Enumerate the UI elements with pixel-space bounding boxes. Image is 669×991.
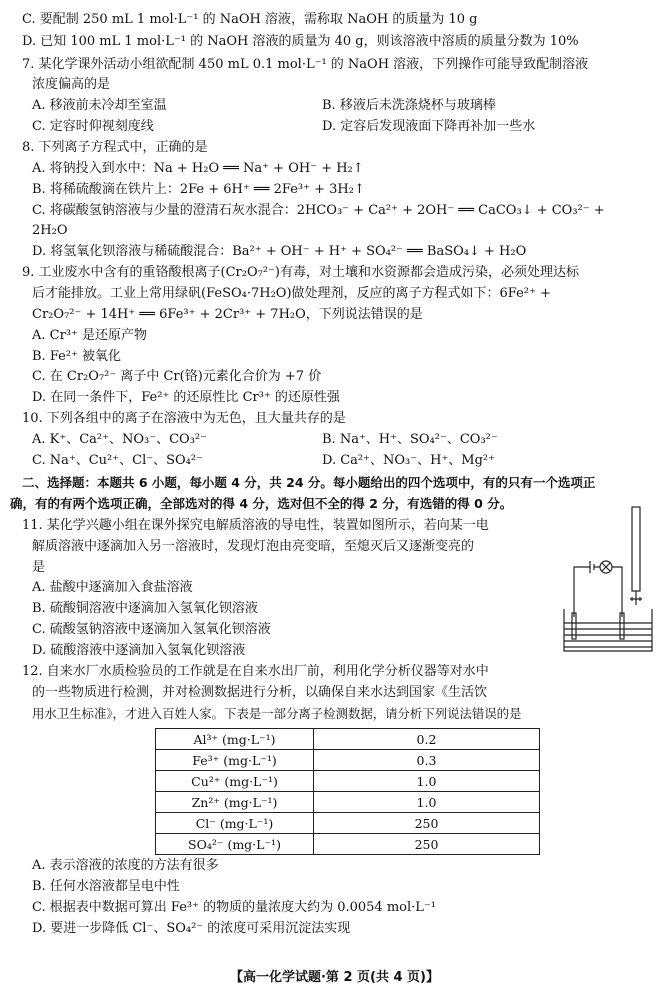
- q9-option-a: A. Cr³⁺ 是还原产物: [32, 328, 148, 343]
- q7-option-c: C. 定容时仰视刻度线: [32, 119, 154, 134]
- q12-option-a: A. 表示溶液的浓度的方法有很多: [32, 858, 219, 873]
- conductivity-apparatus-diagram: [560, 505, 660, 655]
- q11-option-d: D. 硫酸溶液中逐滴加入氢氧化钡溶液: [32, 643, 246, 658]
- section-2-heading-cont: 确，有的有两个选项正确，全部选对的得 4 分，选对但不全的得 2 分，有选错的得 0 分。: [10, 496, 513, 511]
- table-row: Zn²⁺ (mg·L⁻¹) 1.0: [156, 792, 540, 813]
- q7-option-b: B. 移液后未洗涤烧杯与玻璃棒: [322, 98, 496, 113]
- q7-option-a: A. 移液前未冷却至室温: [32, 98, 167, 113]
- table-row: Cl⁻ (mg·L⁻¹) 250: [156, 813, 540, 834]
- q11-option-c: C. 硫酸氢钠溶液中逐滴加入氢氧化钡溶液: [32, 622, 271, 637]
- q10-option-c: C. Na⁺、Cu²⁺、Cl⁻、SO₄²⁻: [32, 453, 203, 468]
- q9-option-c: C. 在 Cr₂O₇²⁻ 离子中 Cr(铬)元素化合价为 +7 价: [32, 369, 322, 384]
- q12-stem-cont: 的一些物质进行检测，并对检测数据进行分析，以确保自来水达到国家《生活饮: [32, 685, 488, 700]
- q11-option-b: B. 硫酸铜溶液中逐滴加入氢氧化钡溶液: [32, 601, 258, 616]
- ion-data-table: [155, 728, 540, 855]
- table-row: Al³⁺ (mg·L⁻¹) 0.2: [156, 729, 540, 750]
- q9-stem-cont: 后才能排放。工业上常用绿矾(FeSO₄·7H₂O)做处理剂，反应的离子方程式如下：6Fe²⁺ +: [32, 286, 551, 301]
- q12-option-c: C. 根据表中数据可算出 Fe³⁺ 的物质的量浓度大约为 0.0054 mol·L⁻¹: [32, 900, 436, 915]
- q12-stem-cont2: 用水卫生标准》，才进入百姓人家。下表是一部分离子检测数据，请分析下列说法错误的是: [32, 706, 522, 721]
- q10-option-a: A. K⁺、Ca²⁺、NO₃⁻、CO₃²⁻: [32, 432, 207, 447]
- q10-option-b: B. Na⁺、H⁺、SO₄²⁻、CO₃²⁻: [322, 432, 498, 447]
- q12-option-b: B. 任何水溶液都呈电中性: [32, 879, 180, 894]
- page-footer: 【高一化学试题·第 2 页(共 4 页)】: [229, 970, 440, 985]
- q8-option-a: A. 将钠投入到水中：Na + H₂O ══ Na⁺ + OH⁻ + H₂↑: [32, 161, 364, 176]
- beaker-icon: [564, 609, 652, 651]
- q8-option-c: C. 将碳酸氢钠溶液与少量的澄清石灰水混合：2HCO₃⁻ + Ca²⁺ + 2OH⁻ ══ CaCO₃↓ + CO₃²⁻ +: [32, 203, 605, 218]
- q9-option-b: B. Fe²⁺ 被氧化: [32, 349, 122, 364]
- q12-stem: 12. 自来水厂水质检验员的工作就是在自来水出厂前，利用化学分析仪器等对水中: [22, 664, 489, 679]
- table-row: Fe³⁺ (mg·L⁻¹) 0.3: [156, 750, 540, 771]
- q9-stem: 9. 工业废水中含有的重铬酸根离子(Cr₂O₇²⁻)有毒，对土壤和水资源都会造成污染，必须处理达标: [22, 265, 579, 280]
- q10-option-d: D. Ca²⁺、NO₃⁻、H⁺、Mg²⁺: [322, 453, 496, 468]
- q9-stem-cont2: Cr₂O₇²⁻ + 14H⁺ ══ 6Fe³⁺ + 2Cr³⁺ + 7H₂O，下列说法错误的是: [32, 307, 423, 322]
- q11-stem-cont: 解质溶液中逐滴加入另一溶液时，发现灯泡由亮变暗，至熄灭后又逐渐变亮的: [32, 539, 475, 554]
- q11-stem: 11. 某化学兴趣小组在课外探究电解质溶液的导电性，装置如图所示，若向某一电: [22, 518, 489, 533]
- q7-stem: 7. 某化学课外活动小组欲配制 450 mL 0.1 mol·L⁻¹ 的 NaOH 溶液，下列操作可能导致配制溶液: [22, 57, 589, 72]
- q7-stem-cont: 浓度偏高的是: [32, 77, 111, 92]
- q8-option-b: B. 将稀硫酸滴在铁片上：2Fe + 6H⁺ ══ 2Fe³⁺ + 3H₂↑: [32, 182, 365, 197]
- q8-stem: 8. 下列离子方程式中，正确的是: [22, 140, 208, 155]
- table-row: Cu²⁺ (mg·L⁻¹) 1.0: [156, 771, 540, 792]
- burette-icon: [632, 507, 640, 591]
- q8-option-c-cont: 2H₂O: [32, 223, 68, 238]
- table-row: SO₄²⁻ (mg·L⁻¹) 250: [156, 834, 540, 855]
- section-2-heading: 二、选择题：本题共 6 小题，每小题 4 分，共 24 分。每小题给出的四个选项中，有的只有一个选项正: [22, 475, 596, 490]
- q6-option-c: C. 要配制 250 mL 1 mol·L⁻¹ 的 NaOH 溶液，需称取 NaOH 的质量为 10 g: [22, 12, 478, 27]
- q11-stem-cont2: 是: [32, 560, 46, 575]
- q9-option-d: D. 在同一条件下，Fe²⁺ 的还原性比 Cr³⁺ 的还原性强: [32, 390, 340, 405]
- q6-option-d: D. 已知 100 mL 1 mol·L⁻¹ 的 NaOH 溶液的质量为 40 g，则该溶液中溶质的质量分数为 10%: [22, 34, 579, 49]
- q11-option-a: A. 盐酸中逐滴加入食盐溶液: [32, 580, 193, 595]
- q7-option-d: D. 定容后发现液面下降再补加一些水: [322, 119, 536, 134]
- q12-option-d: D. 要进一步降低 Cl⁻、SO₄²⁻ 的浓度可采用沉淀法实现: [32, 921, 351, 936]
- q8-option-d: D. 将氢氧化钡溶液与稀硫酸混合：Ba²⁺ + OH⁻ + H⁺ + SO₄²⁻ ══ BaSO₄↓ + H₂O: [32, 244, 527, 259]
- q10-stem: 10. 下列各组中的离子在溶液中为无色，且大量共存的是: [22, 411, 346, 426]
